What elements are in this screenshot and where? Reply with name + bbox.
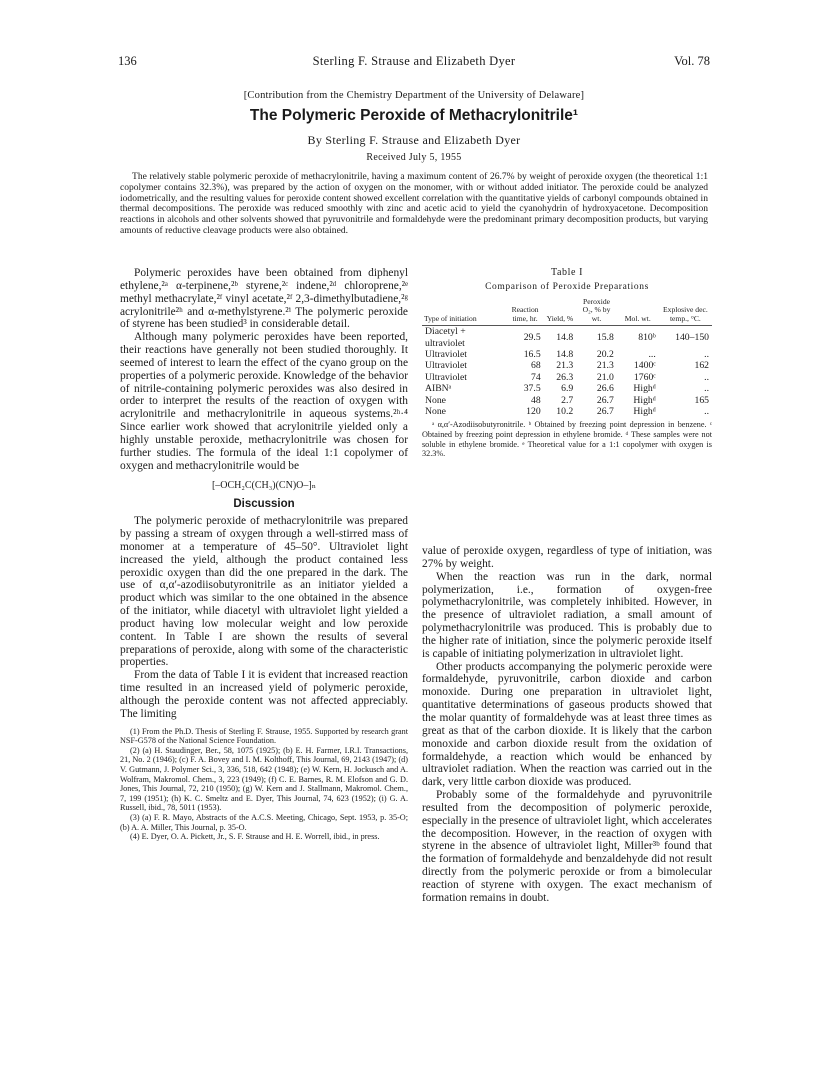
table-cell: 20.2 [596,349,614,361]
table-cell: ... [648,349,656,361]
table-cell: Highᵈ [633,406,656,418]
table-cell: 6.9 [561,383,574,395]
table-row [422,406,712,417]
table-cell: 74 [530,371,541,383]
table-cell: 1400ᶜ [633,360,656,372]
discussion-heading: Discussion [233,498,295,511]
column-header: Explosive dec. temp., °C. [659,298,712,326]
continued-paragraph: value of peroxide oxygen, regardless of type of initiation, was 27% by weight. [422,545,712,570]
table-row [422,349,712,360]
table-cell: AIBNᵃ [425,383,452,395]
table-row [422,383,712,394]
table-cell: Ultraviolet [425,360,467,372]
running-head-authors: Sterling F. Strause and Elizabeth Dyer [312,54,516,68]
table-cell: 1760ᶜ [633,371,656,383]
table-cell: 26.3 [556,371,574,383]
table-cell: 165 [694,394,709,406]
column-header: Type of initiation [422,298,507,326]
table-cell: 140–150 [675,331,709,343]
table-cell: 14.8 [556,349,574,361]
volume-number: Vol. 78 [674,54,710,68]
table-cell: None [425,394,446,406]
table-cell: 14.8 [556,331,574,343]
copolymer-formula: [–OCH₂C(CH₃)(CN)O–]ₙ [211,479,317,491]
received-date: Received July 5, 1955 [366,152,462,163]
left-column [120,267,408,842]
table-cell: 21.0 [596,371,614,383]
table-title: Comparison of Peroxide Preparations [485,282,649,292]
table-cell: 10.2 [556,406,574,418]
table-cell: Ultraviolet [425,371,467,383]
table-cell: 37.5 [523,383,541,395]
table-cell: 21.3 [556,360,574,372]
table-cell: 2.7 [561,394,574,406]
table-footnotes: ᵃ α,α′-Azodiisobutyronitrile. ᵇ Obtained by freezing point depression in benzene. ᶜ Obtained by freezing point depression in ethylene bromide. ᵈ These samples were not soluble in ethylene bromide. ᵉ Theoretical value for a 1:1 copolymer with oxygen is 32.3%. [422,420,712,459]
table-cell: 26.7 [596,394,614,406]
paragraph-dark-reaction: When the reaction was run in the dark, normal polymerization, i.e., formation of oxygen-free polymethacrylonitrile, was completely inhibited. However, in the presence of ultraviolet radiation, a small amount of polymethacrylonitrile was produced. This is probably due to the higher rate of initiation, since the polymeric peroxide itself is capable of initiating polymerization in ultraviolet light. [422,570,712,660]
page-number: 136 [118,54,137,68]
table-row [422,372,712,383]
table-cell: .. [704,406,709,418]
table-cell: 16.5 [523,349,541,361]
table-cell: 810ᵇ [638,331,656,343]
table-row [422,326,712,349]
paragraph-formaldehyde-origin: Probably some of the formaldehyde and pyruvonitrile resulted from the decomposition of polymeric peroxide, especially in the presence of ultraviolet light, which accelerates the decomposition. However, in the reaction of oxygen with styrene in the absence of ultraviolet light, Miller³ᵇ found that the formation of formaldehyde and benzaldehyde did not result directly from the polymeric peroxide or from a bimolecular reaction of styrene with oxygen. The exact mechanism of formation remains in doubt. [422,789,712,904]
footnote: (4) E. Dyer, O. A. Pickett, Jr., S. F. Strause and H. E. Worrell, ibid., in press. [130,832,380,842]
table-cell: Ultraviolet [425,349,467,361]
table-cell: 68 [530,360,541,372]
column-header: Reaction time, hr. [507,298,544,326]
table-cell: Highᵈ [633,383,656,395]
column-header: Mol. wt. [617,298,659,326]
table-label: Table I [550,267,584,278]
article-title: The Polymeric Peroxide of Methacrylonitrile¹ [249,107,579,124]
table-cell: .. [704,349,709,361]
table-cell: 162 [694,360,709,372]
table-cell: None [425,406,446,418]
table-header-row [422,298,712,326]
contribution-line: [Contribution from the Chemistry Department of the University of Delaware] [243,90,585,101]
table-row [422,395,712,406]
footnotes [120,727,408,842]
table-cell: 26.6 [596,383,614,395]
table-cell: Highᵈ [633,394,656,406]
table-cell: .. [704,383,709,395]
table-1 [422,267,712,459]
table-cell: 29.5 [523,331,541,343]
footnote: (1) From the Ph.D. Thesis of Sterling F. Strause, 1955. Supported by research grant NSF-G578 of the National Science Foundation. [120,726,408,746]
intro-paragraph-1: Polymeric peroxides have been obtained from diphenyl ethylene,²ᵃ α-terpinene,²ᵇ styrene,²ᶜ indene,²ᵈ chloroprene,²ᵉ methyl methacrylate,²ᶠ vinyl acetate,²ᶠ 2,3-dimethylbutadiene,²ᵍ acrylonitrile²ʰ and α-methylstyrene.²ⁱ The polymeric peroxide of styrene has been studied³ in considerable detail. [120,267,408,331]
byline: By Sterling F. Strause and Elizabeth Dyer [307,133,521,147]
footnote: (3) (a) F. R. Mayo, Abstracts of the A.C.S. Meeting, Chicago, Sept. 1953, p. 35-O; (b) A. A. Miller, This Journal, p. 35-O. [120,813,408,832]
paragraph-other-products: Other products accompanying the polymeric peroxide were formaldehyde, pyruvonitrile, carbon dioxide and carbon monoxide. During one preparation in ultraviolet light, quantitative determinations of gaseous products showed that the molar quantity of formaldehyde was at least three times as great as that of the carbon dioxide. It is likely that the carbon monoxide and carbon dioxide result from the oxidation of formaldehyde, a reaction which would be enhanced by ultraviolet radiation. When the reaction was carried out in the dark, very little carbon dioxide was produced. [422,660,712,789]
table-cell: 15.8 [596,331,614,343]
table-cell: Diacetyl + ultraviolet [425,326,466,349]
table-cell: 21.3 [596,360,614,372]
column-header: Peroxide O₂, % by wt. [576,298,617,326]
table-cell: 26.7 [596,406,614,418]
right-column [422,545,712,905]
table-cell: 120 [526,406,541,418]
table-row [422,360,712,371]
abstract: The relatively stable polymeric peroxide of methacrylonitrile, having a maximum content of 26.7% by weight of peroxide oxygen (the theoretical 1:1 copolymer contains 32.3%), was prepared by the action of oxygen on the monomer, with or without added initiator. The peroxide could be analyzed iodometrically, and the resulting values for peroxide content showed excellent correlation with the quantitative yields of carbonyl compounds obtained in thermal decompositions. The peroxide was reduced smoothly with zinc and acetic acid to yield the cyanohydrin of hydroxyacetone. Decomposition reactions in alcohols and other solvents showed that pyruvonitrile and formaldehyde were the predominant primary decomposition products, but varying amounts of reductive cleavage products were also obtained. [120,171,708,236]
table-cell: 48 [530,394,541,406]
discussion-paragraph-2: From the data of Table I it is evident that increased reaction time resulted in an increased yield of polymeric peroxide, although the peroxide content was not affected appreciably. The limiting [120,669,408,720]
footnote: (2) (a) H. Staudinger, Ber., 58, 1075 (1925); (b) E. H. Farmer, I.R.I. Transactions, 21, No. 2 (1946); (c) F. A. Bovey and I. M. Kolthoff, This Journal, 69, 2143 (1947); (d) V. Gutmann, J. Polymer Sci., 3, 336, 518, 642 (1948); (e) W. Kern, H. Jockusch and A. Wolfram, Makromol. Chem., 3, 223 (1949); (f) C. E. Barnes, R. M. Elofson and G. D. Jones, This Journal, 72, 210 (1950); (g) W. Kern and J. Stallmann, Makromol. Chem., 7, 199 (1951); (h) K. C. Smeltz and E. Dyer, This Journal, 74, 623 (1952); (i) G. A. Russell, ibid., 78, 5011 (1953). [120,745,408,813]
discussion-paragraph-1: The polymeric peroxide of methacrylonitrile was prepared by passing a stream of oxygen through a well-stirred mass of monomer at a temperature of 45–50°. Ultraviolet light increased the yield, although the product contained less peroxidic oxygen than did the one prepared in the dark. The use of α,α′-azodiisobutyronitrile as an initiator yielded a product which was similar to the one obtained in the absence of the initiator, while diacetyl with ultraviolet light yielded a product having low molecular weight and low peroxide content. In Table I are shown the results of several preparations of peroxide, along with some of the characteristic properties. [120,515,408,669]
peroxide-preparations-table [422,298,712,417]
intro-paragraph-2: Although many polymeric peroxides have been reported, their reactions have generally not been studied thoroughly. It seemed of interest to learn the effect of the cyano group on the properties of a polymeric peroxide. Knowledge of the behavior of nitrile-containing polymeric peroxides was also desired in order to interpret the results of the reaction of oxygen with acrylonitrile and methacrylonitrile in aqueous systems.²ʰ·⁴ Since earlier work showed that acrylonitrile yielded only a highly unstable peroxide, methacrylonitrile was chosen for further studies. The formula of the ideal 1:1 copolymer of oxygen and methacrylonitrile would be [120,331,408,472]
column-header: Yield, % [544,298,577,326]
table-cell: .. [704,371,709,383]
